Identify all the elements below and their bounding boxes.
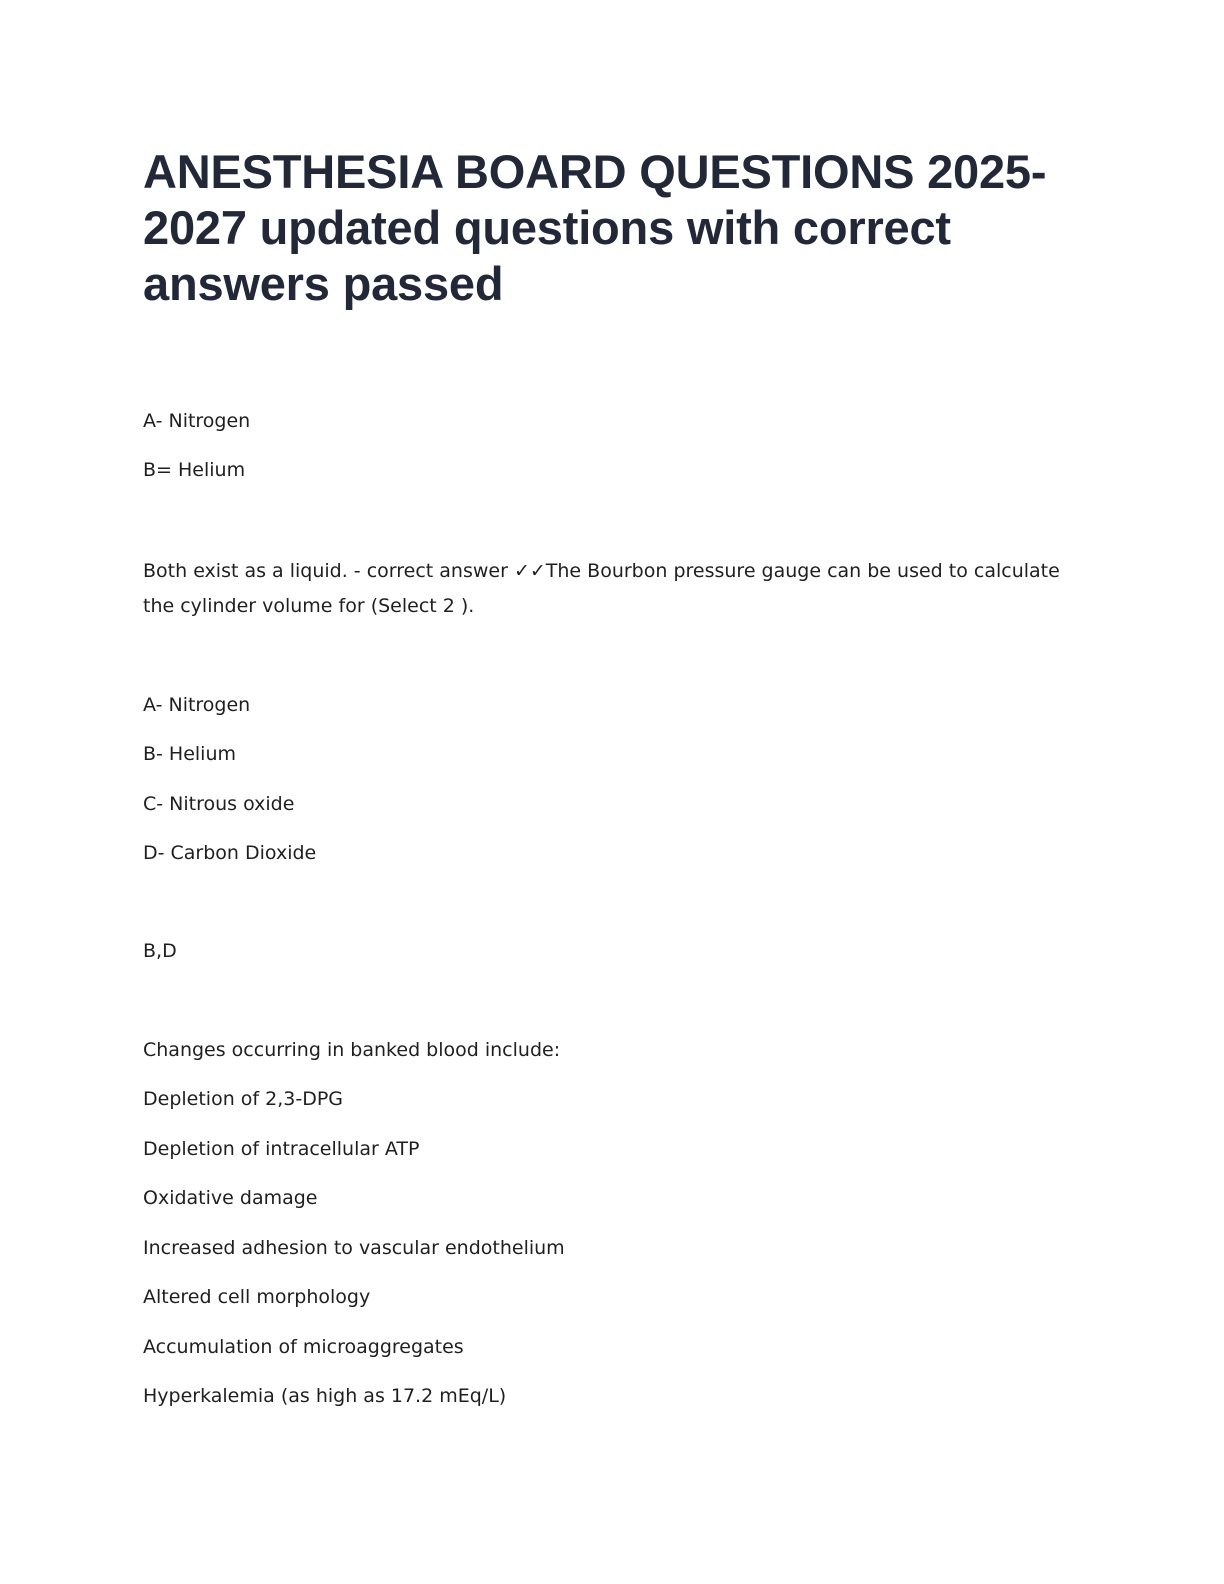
banked-blood-heading: Changes occurring in banked blood include: xyxy=(143,1039,561,1061)
option-c: C- Nitrous oxide xyxy=(143,793,295,815)
list-item: Depletion of intracellular ATP xyxy=(143,1138,420,1160)
question-text: The Bourbon pressure gauge can be used to calculate the cylinder volume for (Select 2 ). xyxy=(143,560,1060,617)
option-a-nitrogen: A- Nitrogen xyxy=(143,410,251,432)
option-b-helium: B= Helium xyxy=(143,459,246,481)
list-item: Altered cell morphology xyxy=(143,1286,371,1308)
option-b: B- Helium xyxy=(143,743,237,765)
list-item: Oxidative damage xyxy=(143,1187,318,1209)
option-a: A- Nitrogen xyxy=(143,694,251,716)
question-bourbon-gauge xyxy=(143,554,1078,624)
list-item: Hyperkalemia (as high as 17.2 mEq/L) xyxy=(143,1385,507,1407)
option-d: D- Carbon Dioxide xyxy=(143,842,317,864)
list-item: Depletion of 2,3-DPG xyxy=(143,1088,344,1110)
answer-bd: B,D xyxy=(143,940,177,962)
answer-text: Both exist as a liquid. - correct answer xyxy=(143,560,514,582)
list-item: Accumulation of microaggregates xyxy=(143,1336,464,1358)
list-item: Increased adhesion to vascular endothelium xyxy=(143,1237,565,1259)
document-title: ANESTHESIA BOARD QUESTIONS 2025-2027 updated questions with correct answers passed xyxy=(143,145,1047,310)
checkmark-icon: ✓✓ xyxy=(513,560,546,582)
